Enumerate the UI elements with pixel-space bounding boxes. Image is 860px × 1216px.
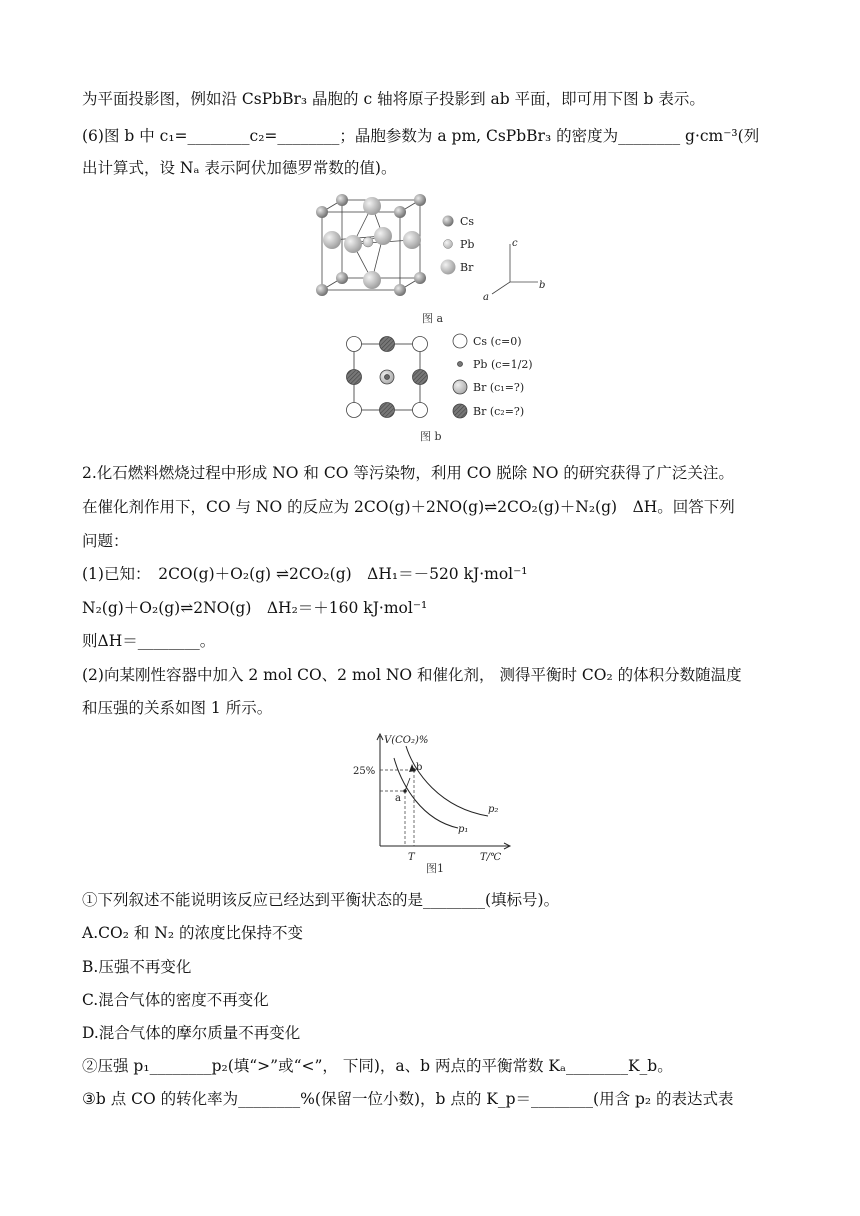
series-p1-label: p₁ — [458, 824, 469, 835]
label-a: a — [395, 793, 401, 804]
y-axis-label: V(CO₂)% — [384, 735, 429, 746]
question-6-line-2: 出计算式，设 Nₐ 表示阿伏加德罗常数的值)。 — [82, 159, 397, 177]
option-a: A.CO₂ 和 N₂ 的浓度比保持不变 — [82, 924, 303, 942]
label-b: b — [416, 762, 423, 773]
legend-b-br1: Br (c₁=?) — [473, 381, 525, 394]
q2-line-1: 2.化石燃料燃烧过程中形成 NO 和 CO 等污染物，利用 CO 脱除 NO 的研究获得了广泛关注。 — [82, 464, 734, 482]
figure-a-caption: 图 a — [422, 312, 444, 325]
figure-a — [308, 188, 568, 328]
legend-b-cs: Cs (c=0) — [473, 335, 522, 348]
coordinate-axes — [492, 244, 538, 294]
q2-line-8: 和压强的关系如图 1 所示。 — [82, 699, 273, 717]
x-tick-T: T — [408, 852, 415, 863]
option-b: B.压强不再变化 — [82, 958, 192, 976]
legend-cs: Cs — [460, 215, 475, 228]
q2-line-2: 在催化剂作用下，CO 与 NO 的反应为 2CO(g)＋2NO(g)⇌2CO₂(g)＋N₂(g) ΔH。回答下列 — [82, 498, 735, 516]
axis-c-label: c — [512, 238, 518, 249]
q2-line-6: 则ΔH＝________。 — [82, 632, 216, 650]
legend-pb: Pb — [460, 238, 475, 251]
legend-br: Br — [460, 261, 474, 274]
axis-b-label: b — [539, 280, 546, 291]
y-tick-25: 25% — [353, 766, 376, 777]
option-d: D.混合气体的摩尔质量不再变化 — [82, 1024, 301, 1042]
q2-line-5: N₂(g)＋O₂(g)⇌2NO(g) ΔH₂＝＋160 kJ·mol⁻¹ — [82, 599, 428, 617]
question-6-line: (6)图 b 中 c₁=________c₂=________；晶胞参数为 a pm, CsPbBr₃ 的密度为________ g·cm⁻³(列 — [82, 127, 760, 145]
series-p2-label: p₂ — [488, 804, 499, 815]
legend-b-br2: Br (c₂=?) — [473, 405, 525, 418]
chart-caption: 图1 — [426, 862, 444, 875]
point-a — [403, 789, 407, 793]
q2-line-9: ①下列叙述不能说明该反应已经达到平衡状态的是________(填标号)。 — [82, 891, 560, 909]
figure-b-legend — [453, 334, 467, 418]
axis-a-label: a — [483, 292, 489, 303]
pb-atom — [363, 237, 373, 247]
q2-line-10: ②压强 p₁________p₂(填“>”或“<”， 下同)，a、b 两点的平衡常数 Kₐ________K_b。 — [82, 1057, 673, 1075]
q2-line-4: (1)已知： 2CO(g)＋O₂(g) ⇌2CO₂(g) ΔH₁＝－520 kJ·mol⁻¹ — [82, 565, 528, 583]
chart-figure-1 — [350, 728, 520, 878]
option-c: C.混合气体的密度不再变化 — [82, 991, 269, 1009]
q2-line-11: ③b 点 CO 的转化率为________%(保留一位小数)，b 点的 K_p＝________(用含 p₂ 的表达式表 — [82, 1090, 734, 1108]
series-p1 — [394, 758, 458, 828]
legend-b-pb: Pb (c=1/2) — [473, 358, 533, 371]
q2-line-3: 问题： — [82, 532, 129, 550]
x-axis-label: T/℃ — [480, 852, 502, 863]
series-p2 — [406, 746, 488, 816]
text-line-1: 为平面投影图，例如沿 CsPbBr₃ 晶胞的 c 轴将原子投影到 ab 平面，即可用下图 b 表示。 — [82, 90, 705, 108]
figure-a-legend — [441, 215, 475, 275]
q2-line-7: (2)向某刚性容器中加入 2 mol CO、2 mol NO 和催化剂， 测得平衡时 CO₂ 的体积分数随温度 — [82, 666, 742, 684]
figure-b — [336, 330, 546, 448]
figure-b-caption: 图 b — [420, 430, 442, 443]
